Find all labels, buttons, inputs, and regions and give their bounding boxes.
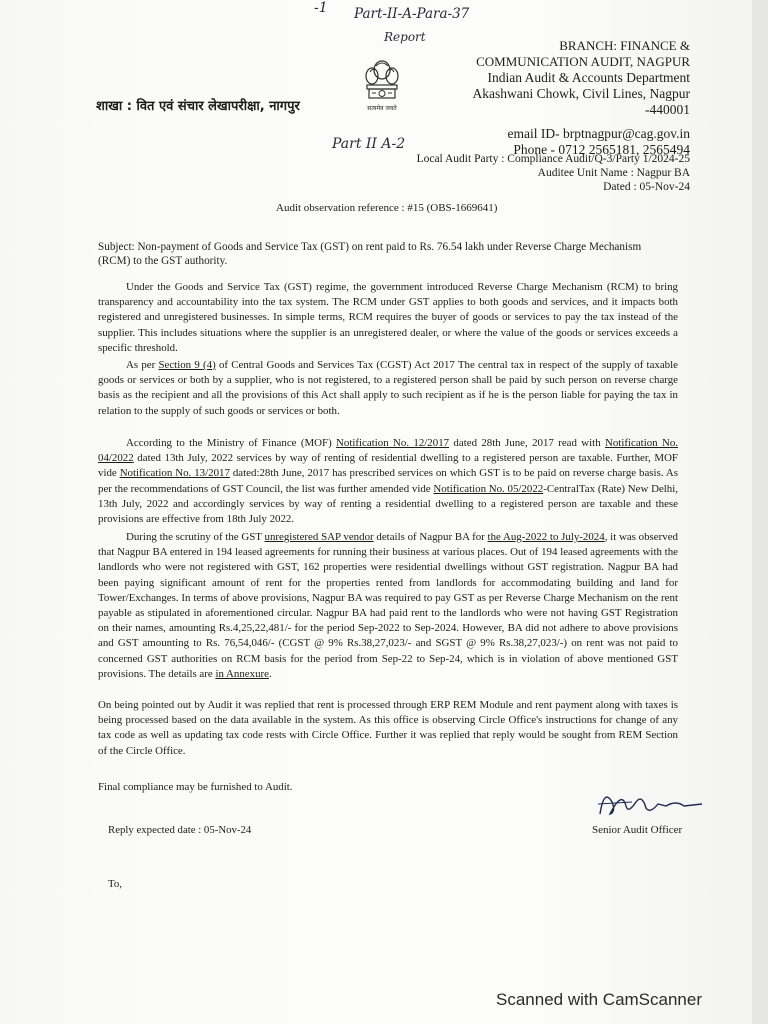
branch-line-2: COMMUNICATION AUDIT, NAGPUR — [476, 54, 690, 69]
notification-13-2017: Notification No. 13/2017 — [119, 467, 230, 480]
email-line: email ID- brptnagpur@cag.gov.in — [507, 126, 690, 141]
pin-code: -440001 — [645, 102, 690, 117]
p4-text-d: . — [269, 667, 272, 680]
notification-12-2017: Notification No. 12/2017 — [336, 437, 450, 449]
p3-text-c: dated 13th July, 2022 services by way of renting of residential dwelling to a registered person are taxable. Further, MOF vide — [98, 452, 678, 480]
handwritten-para-ref: Part-II-A-Para-37 — [354, 6, 470, 22]
p3-text-e: -CentralTax (Rate) New Delhi, 13th July, 2022 and accordingly services by way of renting a residential dwelling to a registered person are taxable and these provisions are effective from 18th July 2022. — [98, 482, 678, 526]
office-address-block — [473, 38, 690, 158]
department-name: Indian Audit & Accounts Department — [487, 70, 690, 85]
reply-expected-date: Reply expected date : 05-Nov-24 — [108, 824, 252, 836]
office-address: Akashwani Chowk, Civil Lines, Nagpur — [472, 86, 690, 101]
final-compliance-text: Final compliance may be furnished to Audit. — [98, 781, 293, 793]
paragraph-section-9-4 — [98, 358, 678, 419]
notification-05-2022: Notification No. 05/2022 — [433, 482, 544, 495]
officer-signature — [592, 784, 712, 829]
paragraph-notifications — [98, 436, 678, 527]
section-9-4-ref: Section 9 (4) — [158, 359, 216, 371]
phone-line: Phone - 0712 2565181, 2565494 — [513, 142, 690, 157]
annexure-ref: in Annexure — [215, 667, 269, 680]
unregistered-sap-vendor: unregistered SAP vendor — [264, 531, 374, 543]
audit-party: Local Audit Party : Compliance Audit/Q-3/Party 1/2024-25 — [416, 153, 690, 165]
paragraph-reply — [98, 698, 678, 759]
branch-line-1: BRANCH: FINANCE & — [559, 38, 690, 53]
observation-reference: Audit observation reference : #15 (OBS-1669641) — [276, 202, 498, 214]
p3-text-a: According to the Ministry of Finance (MOF) — [126, 437, 337, 449]
handwritten-report: Report — [384, 30, 426, 44]
handwritten-para-ref-2: Part II A-2 — [332, 136, 406, 152]
paragraph-rcm-intro-text: Under the Goods and Service Tax (GST) regime, the government introduced Reverse Charge Mechanism (RCM) to bring transparency and accountability into the tax system. The RCM under GST applies to both goods and services, and it impacts both registered and unregistered businesses. In simple terms, RCM requires the buyer of goods or services to pay the tax instead of the supplier. This includes situations where the supplier is an unregistered dealer, or where the value of the goods or services exceeds a specific threshold. — [98, 281, 678, 354]
signatory-designation: Senior Audit Officer — [592, 824, 683, 836]
paragraph-final-compliance — [98, 780, 678, 795]
to-label: To, — [108, 878, 122, 890]
document-date: Dated : 05-Nov-24 — [603, 181, 690, 193]
paragraph-reply-text: On being pointed out by Audit it was replied that rent is processed through ERP REM Module and rent payment along with taxes is being processed based on the data available in the system. As this office is observing Circle Office's instructions for change of any tax code as well as updating tax code rests with Circle Office. Further it was replied that reply would be sought from REM Section of the Circle Office. — [98, 699, 678, 757]
p3-text-b: dated 28th June, 2017 read with — [449, 437, 605, 449]
subject-line: Subject: Non-payment of Goods and Service Tax (GST) on rent paid to Rs. 76.54 lakh under Reverse Charge Mechanism (RCM) to the GST authority. — [98, 241, 642, 267]
p2-text-a: As per — [126, 359, 159, 371]
paragraph-rcm-intro — [98, 280, 678, 356]
paragraph-scrutiny-findings — [98, 530, 678, 682]
national-emblem-icon — [360, 58, 404, 120]
p4-text-a: During the scrutiny of the GST — [126, 531, 265, 543]
handwritten-mark: -1 — [314, 0, 328, 16]
emblem-motto: सत्यमेव जयते — [367, 105, 397, 112]
scan-edge — [752, 0, 768, 1024]
notification-04-2022: Notification No. 04/2022 — [98, 437, 678, 465]
p4-text-b: details of Nagpur BA for — [373, 531, 488, 543]
audit-period: the Aug-2022 to July-2024 — [487, 531, 605, 543]
auditee-unit: Auditee Unit Name : Nagpur BA — [537, 167, 690, 179]
hindi-branch-title: शाखा : वित एवं संचार लेखापरीक्षा, नागपुर — [96, 99, 300, 114]
p3-text-d: dated:28th June, 2017 has prescribed services on which GST is to be paid on reverse charge basis. As per the recommendations of GST Council, the list was further amended vide — [98, 467, 678, 495]
scanner-watermark: Scanned with CamScanner — [496, 990, 703, 1009]
p4-text-c: , it was observed that Nagpur BA entered in 194 leased agreements for running their business at various places. Out of 194 leased agreements with the landlords who were not registered with GST, 162 properties were residential dwellings without GST registration. Nagpur BA had been paying significant amount of rent for the properties rented from landlords for accommodating building and land for Tower/Exchanges. In terms of above provisions, Nagpur BA was required to pay GST as per Reverse Charge Mechanism on the rent payable as stipulated in aforementioned circular. Nagpur BA had paid rent to the landlords who were not having GST Registration on their names, amounting Rs.4,25,22,481/- for the period Sep-2022 to Sep-2024. However, BA did not adhere to above provisions and GST amounting to Rs. 76,54,046/- (CGST @ 9% Rs.38,27,023/- and SGST @ 9% Rs.38,27,023/-) on rent was not paid to concerned GST authorities on RCM basis for the period from Sep-22 to Sep-24, which is in violation of above mentioned GST provisions. The details are — [98, 531, 678, 680]
p2-text-b: of Central Goods and Services Tax (CGST) Act 2017 The central tax in respect of the supply of taxable goods or services or both by a supplier, who is not registered, to a registered person shall be paid by such person on reverse charge basis as the recipient and all the provisions of this Act shall apply to such recipient as if he is the person liable for paying the tax in relation to the supply of such goods or services or both. — [98, 359, 678, 417]
audit-meta-block — [417, 152, 690, 194]
